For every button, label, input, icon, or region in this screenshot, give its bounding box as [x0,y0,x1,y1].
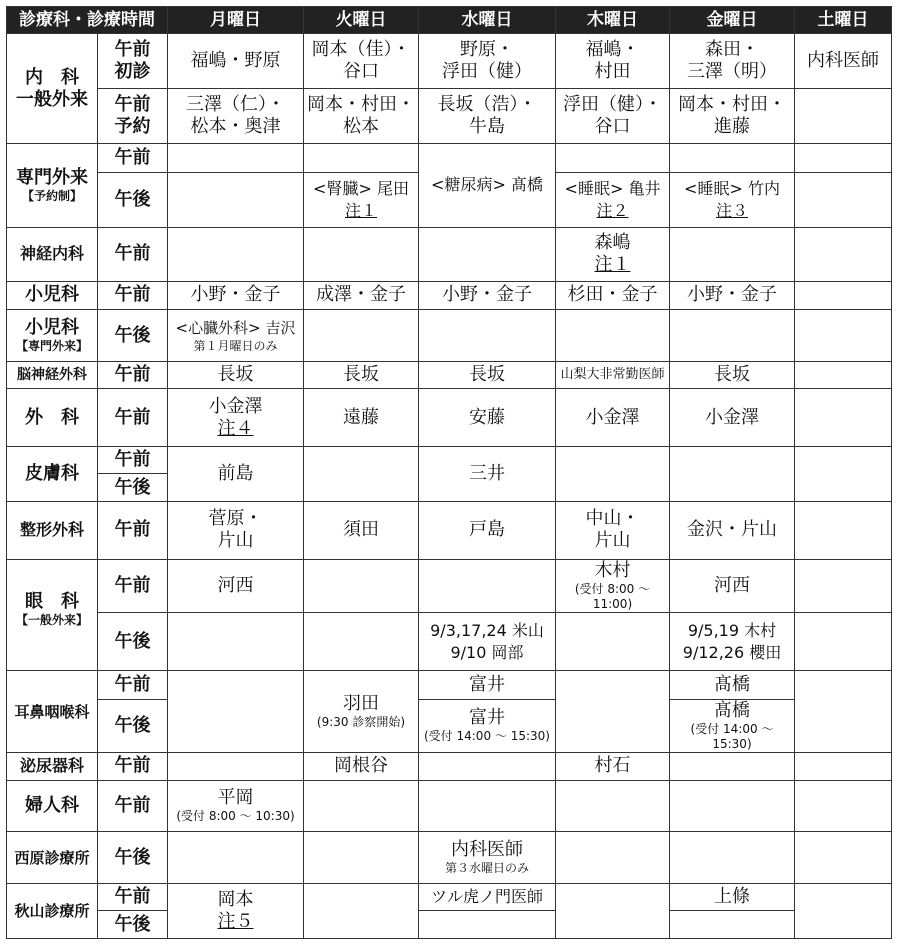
cell-hinyo-thu: 村石 [556,753,670,780]
cell-ganka-pm-thu [556,613,670,671]
session-ganka-pm: 午後 [98,613,168,671]
header-sat: 土曜日 [795,7,892,34]
dept-seikei: 整形外科 [7,501,98,559]
cell-akiyama-pm-fri [670,911,795,939]
dept-ganka: 眼 科 [7,559,98,613]
cell-hifu-wed: 三井 [419,447,556,502]
dept-shoni: 小児科 [7,281,98,309]
cell-jibi-pm-fri: 髙橋 (受付 14:00 ～ 15:30) [670,699,795,753]
cell-senmon-pm-thu: <睡眠> 亀井 注２ [556,173,670,228]
cell-ganka-pm-wed: 9/3,17,24 米山 9/10 岡部 [419,613,556,671]
dept-nishihara: 西原診療所 [7,832,98,884]
dept-fujin: 婦人科 [7,780,98,832]
cell-senmon-pm-tue: <腎臓> 尾田 注１ [304,173,419,228]
session-senmon-pm: 午後 [98,173,168,228]
cell-jibi-mon [168,671,304,753]
cell-hinyo-mon [168,753,304,780]
geka-row [7,389,892,447]
cell-shinkei-sat [795,228,892,282]
cell-shinkei-tue [304,228,419,282]
cell-nishihara-thu [556,832,670,884]
cell-noushinkei-sat [795,361,892,388]
cell-hifu-sat [795,447,892,502]
cell-fujin-tue [304,780,419,832]
cell-akiyama-tue [304,884,419,939]
cell-noushinkei-wed: 長坂 [419,361,556,388]
header-thu: 木曜日 [556,7,670,34]
cell-shoni2-tue [304,310,419,362]
session-geka-am: 午前 [98,389,168,447]
dept-geka: 外 科 [7,389,98,447]
cell-geka-tue: 遠藤 [304,389,419,447]
cell-hifu-tue [304,447,419,502]
cell-noushinkei-thu: 山梨大非常勤医師 [556,361,670,388]
cell-akiyama-am-wed: ツル虎ノ門医師 [419,884,556,911]
dept-senmon: 専門外来 【予約制】 [7,143,98,227]
cell-noushinkei-tue: 長坂 [304,361,419,388]
cell-senmon-am-fri [670,143,795,172]
cell-seikei-thu: 中山・ 片山 [556,501,670,559]
cell-jibi-pm-wed: 富井 (受付 14:00 ～ 15:30) [419,699,556,753]
jibi-pm-row [7,699,892,753]
hinyo-row [7,753,892,780]
cell-ganka-am-wed [419,559,556,613]
session-akiyama-am: 午前 [98,884,168,911]
dept-akiyama: 秋山診療所 [7,884,98,939]
cell-jibi-sat [795,671,892,753]
dept-noushinkei: 脳神経外科 [7,361,98,388]
cell-hifu-mon: 前島 [168,447,304,502]
akiyama-pm-row [7,911,892,939]
session-hinyo-am: 午前 [98,753,168,780]
cell-shoni-sat [795,281,892,309]
cell-naika-appt-fri: 岡本・村田・ 進藤 [670,89,795,144]
dept-shoni2: 小児科 【専門外来】 [7,310,98,362]
session-jibi-pm: 午後 [98,699,168,753]
dept-shinkei: 神経内科 [7,228,98,282]
cell-shoni2-thu [556,310,670,362]
cell-senmon-am-tue [304,143,419,172]
session-fujin-am: 午前 [98,780,168,832]
header-tue: 火曜日 [304,7,419,34]
noushinkei-row [7,361,892,388]
cell-senmon-pm-sat [795,173,892,228]
cell-seikei-mon: 菅原・ 片山 [168,501,304,559]
cell-jibi-thu [556,671,670,753]
hifu-am-row [7,447,892,474]
cell-akiyama-sat [795,884,892,939]
cell-nishihara-fri [670,832,795,884]
cell-naika-first-fri: 森田・ 三澤（明） [670,34,795,89]
cell-ganka-am-sat [795,559,892,613]
header-mon: 月曜日 [168,7,304,34]
naika-appt-row [7,89,892,144]
cell-hifu-thu [556,447,670,502]
cell-ganka-am-mon: 河西 [168,559,304,613]
cell-nishihara-wed: 内科医師 第３水曜日のみ [419,832,556,884]
cell-seikei-wed: 戸島 [419,501,556,559]
session-seikei-am: 午前 [98,501,168,559]
header-wed: 水曜日 [419,7,556,34]
shinkei-row [7,228,892,282]
session-akiyama-pm: 午後 [98,911,168,939]
cell-fujin-mon: 平岡 (受付 8:00 ～ 10:30) [168,780,304,832]
cell-fujin-sat [795,780,892,832]
cell-akiyama-am-fri: 上條 [670,884,795,911]
dept-hifu: 皮膚科 [7,447,98,502]
cell-senmon-pm-mon [168,173,304,228]
cell-shoni-wed: 小野・金子 [419,281,556,309]
session-noushinkei-am: 午前 [98,361,168,388]
cell-ganka-am-thu: 木村 (受付 8:00 ～ 11:00) [556,559,670,613]
cell-senmon-wed: <糖尿病> 髙橋 [419,143,556,227]
cell-senmon-am-mon [168,143,304,172]
session-hifu-am: 午前 [98,447,168,474]
cell-senmon-am-thu [556,143,670,172]
cell-naika-first-mon: 福嶋・野原 [168,34,304,89]
cell-hinyo-sat [795,753,892,780]
session-shinkei-am: 午前 [98,228,168,282]
cell-shinkei-mon [168,228,304,282]
dept-jibi: 耳鼻咽喉科 [7,671,98,753]
cell-shoni-mon: 小野・金子 [168,281,304,309]
seikei-row [7,501,892,559]
cell-ganka-pm-tue [304,613,419,671]
session-hifu-pm: 午後 [98,474,168,501]
session-nishihara-pm: 午後 [98,832,168,884]
cell-naika-first-sat: 内科医師 [795,34,892,89]
header-dept: 診療科・診療時間 [7,7,168,34]
dept-ganka-sub: 【一般外来】 [7,613,98,671]
cell-seikei-fri: 金沢・片山 [670,501,795,559]
cell-hinyo-fri [670,753,795,780]
cell-akiyama-pm-wed [419,911,556,939]
shoni2-row [7,310,892,362]
cell-geka-fri: 小金澤 [670,389,795,447]
cell-shoni-thu: 杉田・金子 [556,281,670,309]
cell-geka-wed: 安藤 [419,389,556,447]
cell-senmon-am-sat [795,143,892,172]
cell-naika-appt-tue: 岡本・村田・ 松本 [304,89,419,144]
cell-ganka-pm-mon [168,613,304,671]
cell-jibi-am-fri: 髙橋 [670,671,795,699]
cell-ganka-am-fri: 河西 [670,559,795,613]
naika-first-row [7,34,892,89]
cell-nishihara-sat [795,832,892,884]
cell-senmon-pm-fri: <睡眠> 竹内 注３ [670,173,795,228]
cell-geka-sat [795,389,892,447]
cell-noushinkei-fri: 長坂 [670,361,795,388]
session-senmon-am: 午前 [98,143,168,172]
cell-jibi-am-wed: 富井 [419,671,556,699]
cell-ganka-pm-fri: 9/5,19 木村 9/12,26 櫻田 [670,613,795,671]
cell-naika-appt-sat [795,89,892,144]
cell-fujin-thu [556,780,670,832]
cell-shoni-fri: 小野・金子 [670,281,795,309]
cell-akiyama-thu [556,884,670,939]
cell-shinkei-wed [419,228,556,282]
cell-naika-appt-thu: 浮田（健）・ 谷口 [556,89,670,144]
cell-hifu-fri [670,447,795,502]
akiyama-am-row [7,884,892,911]
cell-seikei-sat [795,501,892,559]
cell-shoni2-sat [795,310,892,362]
senmon-am-row [7,143,892,172]
dept-hinyo: 泌尿器科 [7,753,98,780]
cell-shoni2-mon: <心臓外科> 吉沢 第１月曜日のみ [168,310,304,362]
cell-naika-appt-wed: 長坂（浩）・ 牛島 [419,89,556,144]
cell-shinkei-thu: 森嶋 注１ [556,228,670,282]
cell-hinyo-tue: 岡根谷 [304,753,419,780]
header-row [7,7,892,34]
cell-seikei-tue: 須田 [304,501,419,559]
cell-hinyo-wed [419,753,556,780]
cell-fujin-fri [670,780,795,832]
session-ganka-am: 午前 [98,559,168,613]
cell-noushinkei-mon: 長坂 [168,361,304,388]
cell-nishihara-tue [304,832,419,884]
cell-shinkei-fri [670,228,795,282]
cell-geka-mon: 小金澤 注４ [168,389,304,447]
ganka-am-row [7,559,892,613]
dept-general: 一般外来 [7,89,98,144]
session-am-first: 午前 初診 [98,34,168,89]
cell-geka-thu: 小金澤 [556,389,670,447]
session-shoni2-pm: 午後 [98,310,168,362]
header-fri: 金曜日 [670,7,795,34]
cell-naika-first-thu: 福嶋・ 村田 [556,34,670,89]
clinic-schedule-table [6,6,892,939]
shoni-row [7,281,892,309]
session-am-appt: 午前 予約 [98,89,168,144]
cell-shoni2-fri [670,310,795,362]
cell-naika-first-wed: 野原・ 浮田（健） [419,34,556,89]
fujin-row [7,780,892,832]
cell-jibi-tue: 羽田 (9:30 診察開始) [304,671,419,753]
nishihara-row [7,832,892,884]
session-jibi-am: 午前 [98,671,168,699]
cell-fujin-wed [419,780,556,832]
cell-shoni-tue: 成澤・金子 [304,281,419,309]
cell-naika-first-tue: 岡本（佳）・ 谷口 [304,34,419,89]
cell-naika-appt-mon: 三澤（仁）・ 松本・奥津 [168,89,304,144]
jibi-am-row [7,671,892,699]
cell-nishihara-mon [168,832,304,884]
cell-ganka-am-tue [304,559,419,613]
session-shoni-am: 午前 [98,281,168,309]
cell-shoni2-wed [419,310,556,362]
dept-naika: 内 科 [7,34,98,89]
cell-akiyama-mon: 岡本 注５ [168,884,304,939]
cell-ganka-pm-sat [795,613,892,671]
ganka-pm-row [7,613,892,671]
